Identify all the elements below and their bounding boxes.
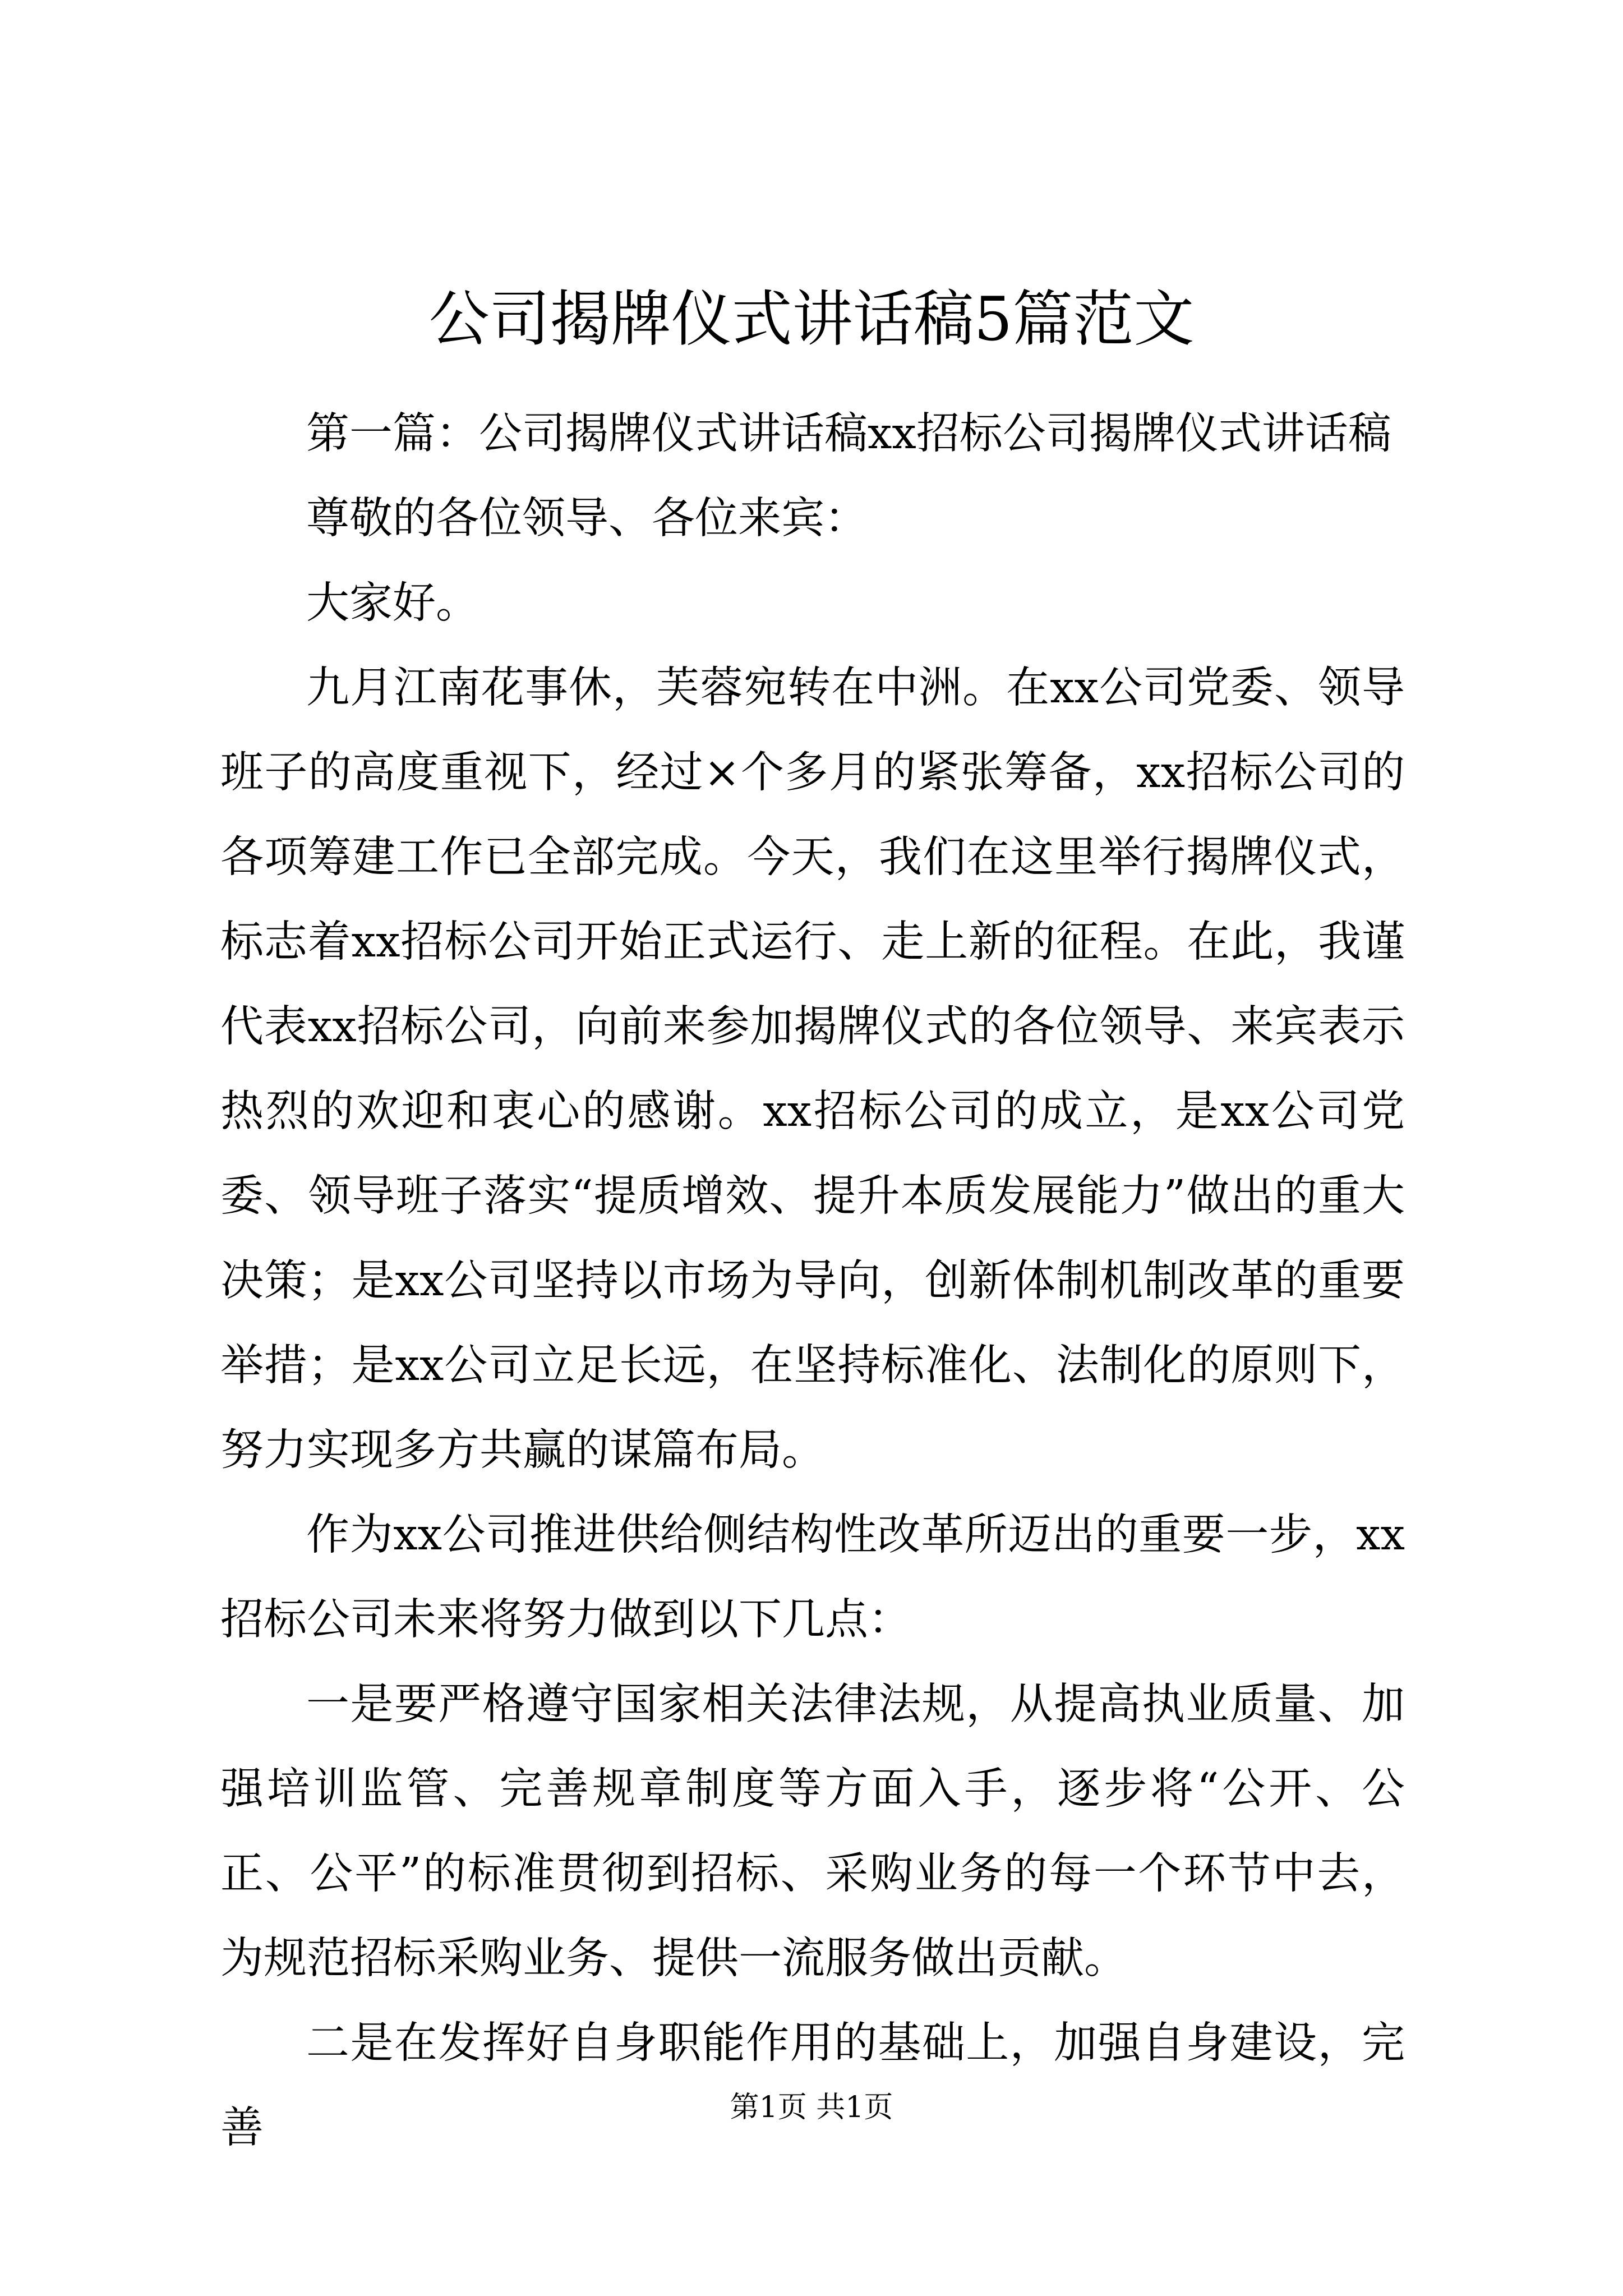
paragraph: 第一篇：公司揭牌仪式讲话稿xx招标公司揭牌仪式讲话稿 <box>306 409 1391 459</box>
paragraph: 九月江南花事休，芙蓉宛转在中洲。在xx公司党委、领导班子的高度重视下，经过×个多月的紧张筹备，xx招标公司的各项筹建工作已全部完成。今天，我们在这里举行揭牌仪式，标志着xx招标公司开始正式运行、走上新的征程。在此，我谨代表xx招标公司，向前来参加揭牌仪式的各位领导、来宾表示热烈的欢迎和衷心的感谢。xx招标公司的成立，是xx公司党委、领导班子落实“提质增效、提升本质发展能力”做出的重大决策；是xx公司坚持以市场为导向，创新体制机制改革的重要举措；是xx公司立足长远，在坚持标准化、法制化的原则下，努力实现多方共赢的谋篇布局。 <box>220 663 1405 1475</box>
document-body <box>220 392 1405 2170</box>
paragraph: 尊敬的各位领导、各位来宾： <box>306 494 868 544</box>
document-title: 公司揭牌仪式讲话稿5篇范文 <box>428 284 1195 355</box>
paragraph: 二是在发挥好自身职能作用的基础上，加强自身建设，完善 <box>220 2018 1405 2153</box>
paragraph: 一是要严格遵守国家相关法律法规，从提高执业质量、加强培训监管、完善规章制度等方面入手，逐步将“公开、公正、公平”的标准贯彻到招标、采购业务的每一个环节中去，为规范招标采购业务、提供一流服务做出贡献。 <box>220 1680 1405 1984</box>
paragraph: 大家好。 <box>306 578 479 628</box>
paragraph: 作为xx公司推进供给侧结构性改革所迈出的重要一步，xx招标公司未来将努力做到以下几点： <box>220 1510 1405 1645</box>
page-footer: 第1页 共1页 <box>730 2091 893 2124</box>
